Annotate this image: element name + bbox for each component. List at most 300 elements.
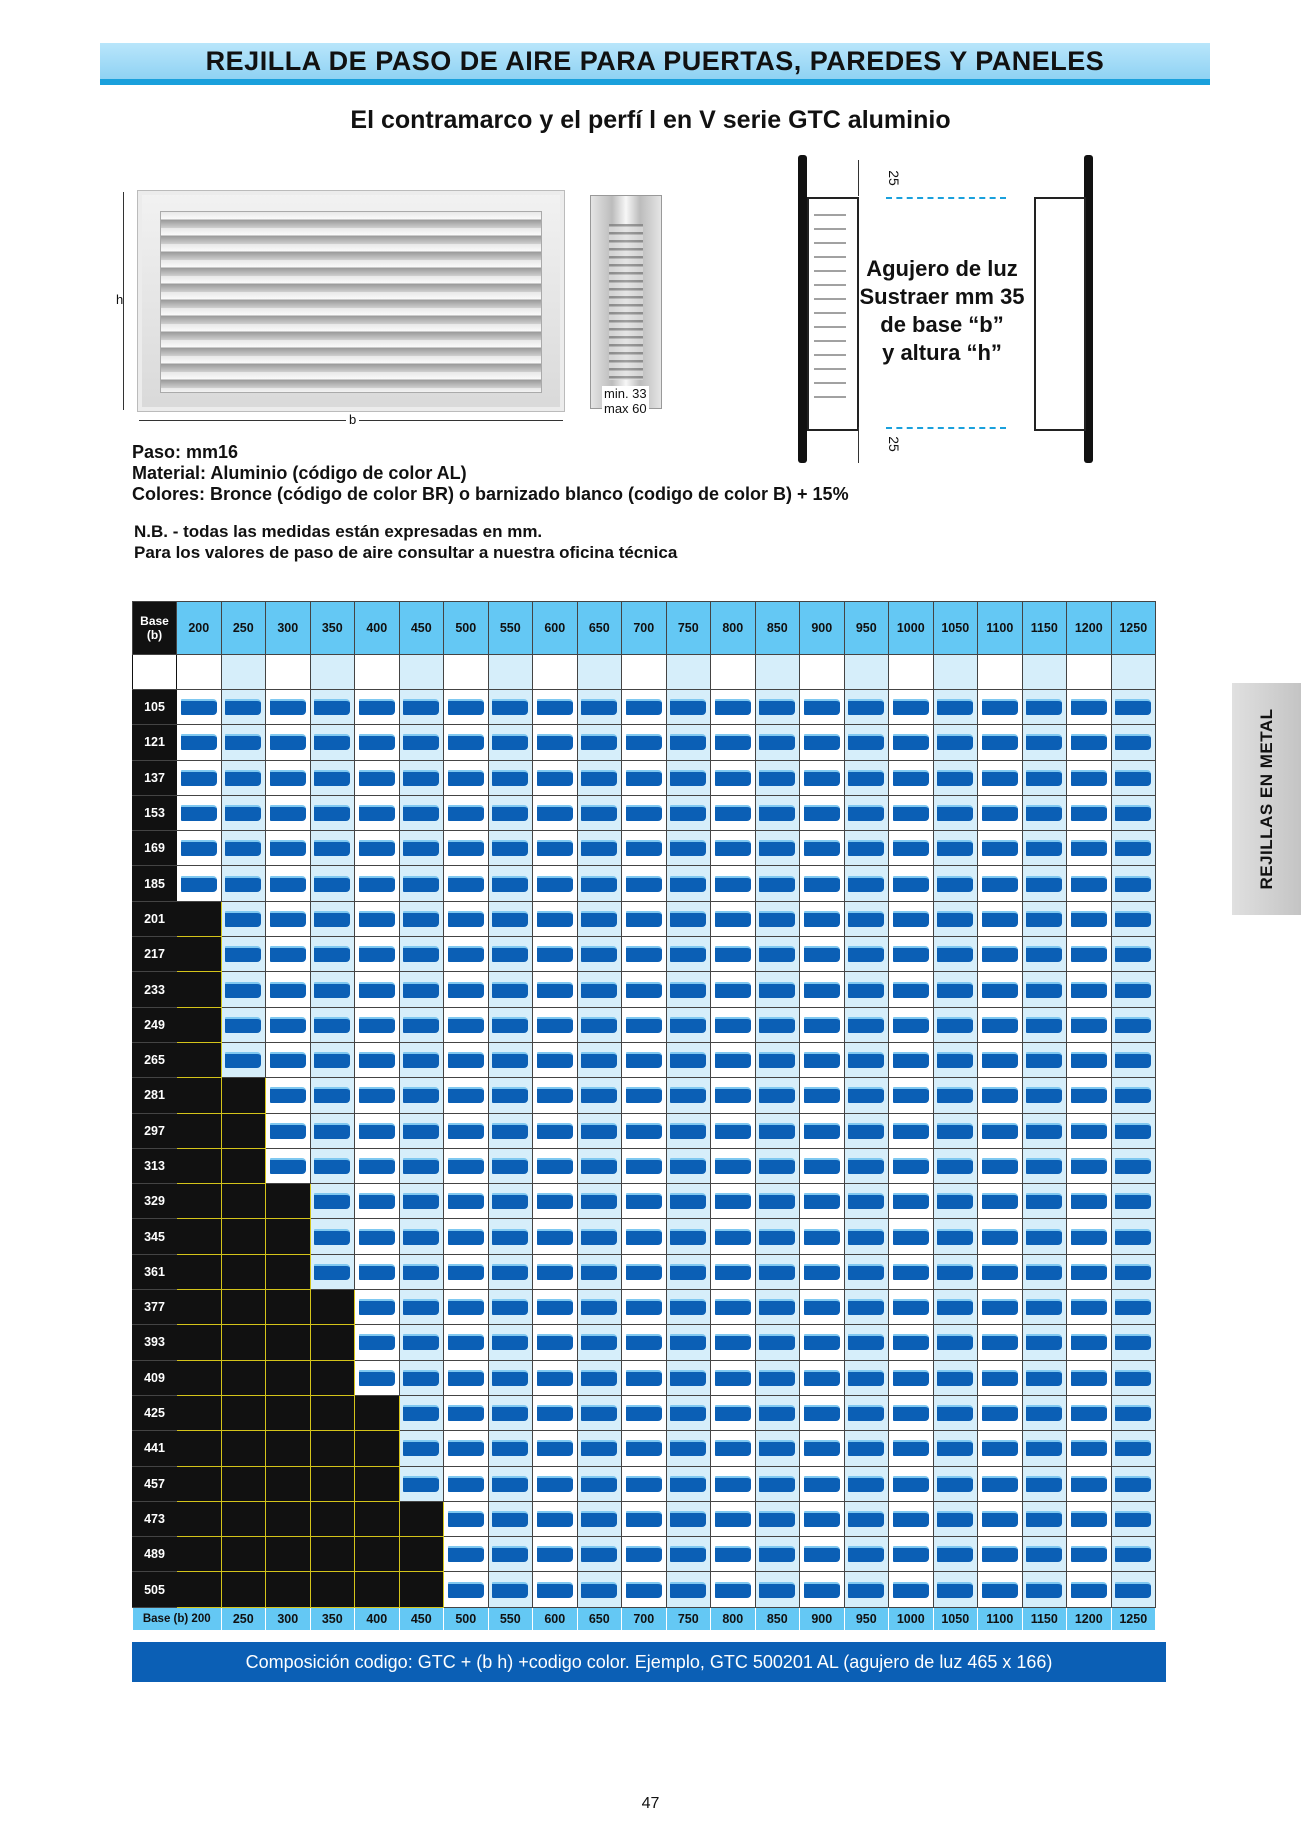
available-cell [221,1007,266,1042]
available-bar [982,734,1018,750]
available-cell [933,866,978,901]
available-cell [533,1219,578,1254]
available-cell [310,1184,355,1219]
available-bar [1071,734,1107,750]
unavailable-cell [177,1466,222,1501]
available-cell [488,1148,533,1183]
available-cell [978,690,1023,725]
available-cell [666,725,711,760]
available-bar [982,1264,1018,1280]
available-bar [359,1299,395,1315]
available-cell [221,972,266,1007]
height-label: 297 [133,1113,177,1148]
available-bar [759,1299,795,1315]
available-bar [848,1405,884,1421]
unavailable-cell [266,1325,311,1360]
height-label: 105 [133,690,177,725]
available-bar [1071,1087,1107,1103]
available-bar [626,1334,662,1350]
available-bar [1115,946,1151,962]
available-cell [266,690,311,725]
available-bar [448,770,484,786]
unavailable-cell [177,1078,222,1113]
available-cell [755,1148,800,1183]
available-bar [893,734,929,750]
unavailable-cell [177,1290,222,1325]
section-dim-bottom: 25 [885,436,902,452]
available-cell [666,1572,711,1607]
available-bar [848,1334,884,1350]
available-bar [715,1123,751,1139]
available-cell [889,937,934,972]
available-bar [314,1017,350,1033]
available-cell [1111,1290,1156,1325]
available-bar [537,1582,573,1598]
available-cell [1111,1148,1156,1183]
available-bar [225,946,261,962]
available-cell [355,1078,400,1113]
available-bar [359,1264,395,1280]
available-bar [537,1405,573,1421]
available-bar [314,1052,350,1068]
available-bar [759,1511,795,1527]
section-dim-top: 25 [885,170,902,186]
available-bar [715,876,751,892]
available-bar [1071,1405,1107,1421]
base-footer: 1050 [933,1607,978,1630]
available-cell [711,1078,756,1113]
available-cell [1022,1254,1067,1289]
available-bar [270,1158,306,1174]
available-bar [626,770,662,786]
available-cell [577,725,622,760]
available-bar [492,1476,528,1492]
available-cell [577,866,622,901]
height-label: 409 [133,1360,177,1395]
available-bar [359,734,395,750]
base-header: 550 [488,602,533,655]
available-cell [1067,1395,1112,1430]
available-cell [978,1007,1023,1042]
table-row [133,1254,1156,1289]
available-bar [1026,1440,1062,1456]
available-cell [577,1113,622,1148]
available-bar [893,1193,929,1209]
available-cell [444,972,489,1007]
available-cell [310,901,355,936]
available-bar [982,1017,1018,1033]
available-bar [492,946,528,962]
available-bar [448,1582,484,1598]
available-bar [270,840,306,856]
available-cell [1067,1007,1112,1042]
available-cell [711,760,756,795]
available-cell [1022,690,1067,725]
available-cell [1067,972,1112,1007]
available-cell [800,1325,845,1360]
available-cell [444,1466,489,1501]
available-bar [937,1476,973,1492]
available-bar [581,1087,617,1103]
available-cell [1022,1537,1067,1572]
available-bar [848,1123,884,1139]
base-header: 750 [666,602,711,655]
available-cell [1022,1501,1067,1536]
available-cell [577,1572,622,1607]
available-bar [492,1052,528,1068]
available-bar [1071,1158,1107,1174]
height-label: 377 [133,1290,177,1325]
base-footer: 1150 [1022,1607,1067,1630]
height-dimension-label: h [116,292,124,307]
available-cell [577,1007,622,1042]
available-cell [844,725,889,760]
available-bar [1115,1299,1151,1315]
table-row [133,1501,1156,1536]
available-bar [1071,1334,1107,1350]
available-bar [581,1229,617,1245]
unavailable-cell [221,1395,266,1430]
available-cell [577,1219,622,1254]
height-label: 361 [133,1254,177,1289]
grille-front-image [137,190,565,412]
available-bar [626,1440,662,1456]
available-bar [804,1582,840,1598]
profile-image [590,195,662,409]
available-cell [711,972,756,1007]
height-label: 265 [133,1042,177,1077]
available-bar [448,876,484,892]
available-cell [755,1113,800,1148]
available-cell [221,690,266,725]
available-bar [1071,1193,1107,1209]
available-cell [221,831,266,866]
available-cell [755,1042,800,1077]
available-bar [670,770,706,786]
available-cell [533,1325,578,1360]
base-header: 1200 [1067,602,1112,655]
available-bar [982,1087,1018,1103]
available-bar [759,1123,795,1139]
available-bar [804,1546,840,1562]
available-bar [670,805,706,821]
available-cell [666,1466,711,1501]
available-bar [537,1193,573,1209]
available-bar [1026,1229,1062,1245]
available-cell [933,1078,978,1113]
available-bar [403,876,439,892]
available-bar [626,1546,662,1562]
available-bar [670,911,706,927]
available-cell [978,1254,1023,1289]
available-bar [403,1193,439,1209]
available-cell [1022,1572,1067,1607]
available-cell [755,866,800,901]
available-bar [1026,911,1062,927]
available-bar [314,876,350,892]
available-cell [933,901,978,936]
available-bar [626,699,662,715]
available-bar [314,911,350,927]
available-bar [225,840,261,856]
available-bar [448,1299,484,1315]
available-cell [399,1290,444,1325]
available-cell [666,1007,711,1042]
available-bar [670,734,706,750]
available-cell [488,1572,533,1607]
available-cell [978,1325,1023,1360]
available-bar [1071,699,1107,715]
altezza-row [133,655,1156,690]
table-row [133,1325,1156,1360]
available-bar [403,734,439,750]
available-bar [982,840,1018,856]
available-cell [800,831,845,866]
available-cell [933,1431,978,1466]
available-cell [444,1184,489,1219]
available-cell [933,972,978,1007]
available-bar [715,1476,751,1492]
available-cell [266,866,311,901]
available-bar [759,1158,795,1174]
available-cell [889,725,934,760]
available-bar [848,1229,884,1245]
unavailable-cell [310,1290,355,1325]
table-row [133,690,1156,725]
available-cell [666,972,711,1007]
available-cell [755,690,800,725]
available-cell [889,1431,934,1466]
available-cell [1111,1184,1156,1219]
available-cell [666,866,711,901]
available-bar [759,1546,795,1562]
available-bar [403,805,439,821]
available-bar [537,770,573,786]
available-bar [937,1299,973,1315]
available-bar [626,1123,662,1139]
available-cell [800,1007,845,1042]
available-bar [848,840,884,856]
available-cell [933,1360,978,1395]
base-footer: 600 [533,1607,578,1630]
corner-cell: Base (b) [133,602,177,655]
unavailable-cell [266,1290,311,1325]
table-row [133,1148,1156,1183]
available-bar [759,946,795,962]
available-bar [448,1264,484,1280]
available-cell [622,1184,667,1219]
available-cell [1067,1078,1112,1113]
available-bar [626,734,662,750]
available-bar [359,982,395,998]
available-bar [759,876,795,892]
table-row [133,1007,1156,1042]
available-bar [982,1334,1018,1350]
available-bar [1026,1476,1062,1492]
available-cell [1067,901,1112,936]
available-bar [715,1440,751,1456]
available-cell [933,1537,978,1572]
available-cell [355,1148,400,1183]
available-cell [1022,1113,1067,1148]
available-cell [1111,866,1156,901]
available-cell [488,1007,533,1042]
available-cell [1022,866,1067,901]
available-cell [399,831,444,866]
available-bar [759,1476,795,1492]
available-bar [314,734,350,750]
height-label: 201 [133,901,177,936]
available-cell [844,1254,889,1289]
available-cell [1022,725,1067,760]
available-bar [937,1193,973,1209]
unavailable-cell [266,1572,311,1607]
available-cell [844,1219,889,1254]
available-cell [1067,1501,1112,1536]
available-bar [1115,1052,1151,1068]
available-bar [848,1370,884,1386]
available-bar [448,840,484,856]
available-cell [444,866,489,901]
available-cell [488,901,533,936]
available-bar [848,876,884,892]
available-cell [355,972,400,1007]
unavailable-cell [355,1572,400,1607]
table-row [133,1431,1156,1466]
available-bar [893,1017,929,1033]
available-bar [982,805,1018,821]
available-bar [1071,1229,1107,1245]
available-bar [848,805,884,821]
available-cell [889,1007,934,1042]
available-cell [399,1078,444,1113]
available-cell [711,725,756,760]
available-bar [359,1229,395,1245]
available-cell [1111,1395,1156,1430]
available-bar [759,840,795,856]
base-header: 400 [355,602,400,655]
table-row [133,1466,1156,1501]
available-bar [492,840,528,856]
available-cell [1067,1431,1112,1466]
available-bar [537,1511,573,1527]
available-cell [844,1148,889,1183]
available-bar [626,1370,662,1386]
available-bar [937,770,973,786]
available-cell [355,1113,400,1148]
available-bar [804,734,840,750]
base-header: 1000 [889,602,934,655]
base-footer: 1000 [889,1607,934,1630]
note-measurements: N.B. - todas las medidas están expresadas en mm. [134,522,543,541]
available-bar [492,734,528,750]
available-bar [759,982,795,998]
height-label: 249 [133,1007,177,1042]
available-cell [533,1184,578,1219]
available-cell [978,972,1023,1007]
available-cell [221,901,266,936]
available-bar [1026,699,1062,715]
available-cell [978,1113,1023,1148]
available-bar [937,734,973,750]
available-cell [355,690,400,725]
available-cell [444,1254,489,1289]
available-bar [270,1017,306,1033]
available-cell [355,1360,400,1395]
available-bar [715,1405,751,1421]
available-cell [755,937,800,972]
available-bar [893,1052,929,1068]
available-cell [978,1537,1023,1572]
available-cell [266,972,311,1007]
unavailable-cell [221,1360,266,1395]
available-bar [581,911,617,927]
available-bar [670,946,706,962]
available-cell [711,1290,756,1325]
available-bar [270,946,306,962]
available-bar [804,1229,840,1245]
available-bar [937,1123,973,1139]
available-cell [577,1042,622,1077]
available-bar [893,1440,929,1456]
available-bar [270,982,306,998]
available-cell [310,725,355,760]
available-cell [1111,795,1156,830]
available-cell [711,1572,756,1607]
base-header: 800 [711,602,756,655]
available-cell [488,1078,533,1113]
available-bar [626,1582,662,1598]
available-cell [889,1537,934,1572]
available-bar [537,982,573,998]
available-cell [533,1572,578,1607]
available-bar [670,1299,706,1315]
available-bar [759,1087,795,1103]
available-cell [978,1148,1023,1183]
available-cell [488,1501,533,1536]
available-cell [577,937,622,972]
available-cell [577,1360,622,1395]
available-bar [670,1546,706,1562]
section-note-line: y altura “h” [882,340,1002,365]
available-bar [225,805,261,821]
available-cell [444,1219,489,1254]
available-bar [893,1087,929,1103]
available-cell [711,1007,756,1042]
available-cell [622,1254,667,1289]
available-bar [1115,1440,1151,1456]
unavailable-cell [221,1254,266,1289]
base-header: 300 [266,602,311,655]
height-label: 393 [133,1325,177,1360]
available-bar [492,1264,528,1280]
table-row [133,1572,1156,1607]
available-bar [715,911,751,927]
available-cell [399,1042,444,1077]
available-cell [1022,972,1067,1007]
available-bar [581,770,617,786]
available-bar [804,1193,840,1209]
available-bar [937,982,973,998]
available-bar [225,699,261,715]
available-bar [181,699,217,715]
available-bar [1115,1264,1151,1280]
available-cell [310,1254,355,1289]
available-cell [310,1113,355,1148]
available-bar [626,1229,662,1245]
available-cell [666,1042,711,1077]
available-bar [670,1476,706,1492]
